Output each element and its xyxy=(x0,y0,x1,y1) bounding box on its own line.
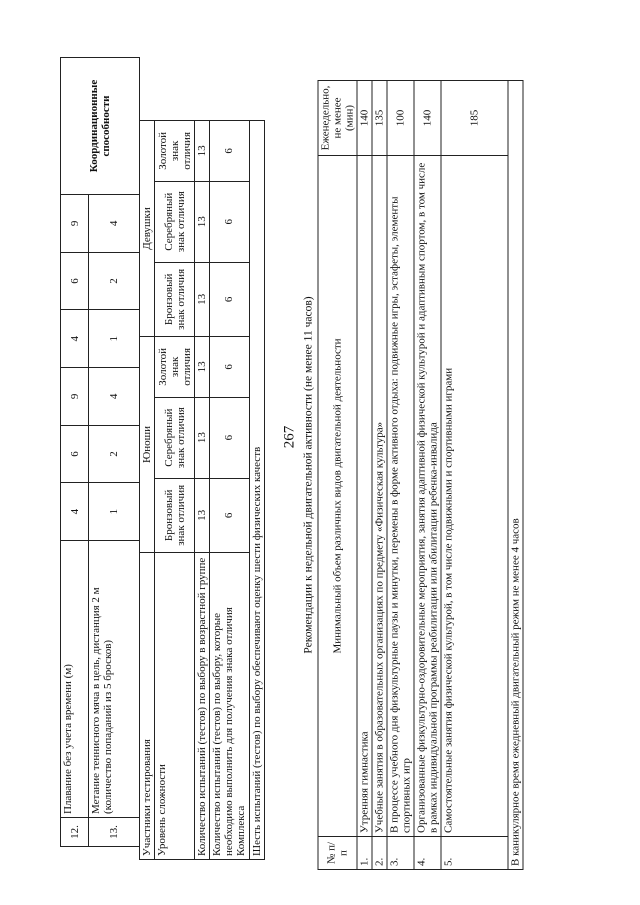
row-number: 3. xyxy=(387,837,414,870)
table-row xyxy=(441,81,508,870)
minutes-value: 185 xyxy=(441,81,508,156)
value-cell: 13 xyxy=(194,262,209,336)
test-name: Метание теннисного мяча в цель, дистанция 2 м (количество попаданий из 5 бросков) xyxy=(89,541,140,818)
row-number: 13. xyxy=(89,818,140,847)
norm-cell: 4 xyxy=(89,195,140,253)
test-name: Плавание без учета времени (м) xyxy=(61,541,89,818)
norm-cell: 2 xyxy=(89,252,140,310)
value-cell: 6 xyxy=(210,397,250,478)
girls-header: Девушки xyxy=(140,121,155,337)
num-header: № п/п xyxy=(318,837,357,870)
activity-text: В процессе учебного дня физкультурные паузы и минутки, перемены в форме активного отдыха: подвижные игры, эстафеты, элементы спортивных игр xyxy=(387,156,414,837)
activity-text: Утренняя гимнастика xyxy=(357,156,372,837)
norm-cell: 1 xyxy=(89,483,140,541)
row-number: 12. xyxy=(61,818,89,847)
minutes-value: 140 xyxy=(414,81,441,156)
fitness-tests-table xyxy=(60,57,140,847)
table-footer-note: Шесть испытаний (тестов) по выбору обеспечивают оценку шести физических качеств xyxy=(249,121,264,860)
table-footer-note: В каникулярное время ежедневный двигательный режим не менее 4 часов xyxy=(508,81,523,870)
weekly-activity-block xyxy=(303,80,524,870)
table-row xyxy=(372,81,387,870)
participants-label: Участники тестирования xyxy=(140,553,155,860)
norm-cell: 6 xyxy=(61,425,89,483)
table-row xyxy=(387,81,414,870)
activity-header: Минимальный объем различных видов двигательной деятельности xyxy=(318,156,357,837)
level-label: Уровень сложности xyxy=(155,553,195,860)
table-row xyxy=(155,121,195,860)
norm-cell: 4 xyxy=(61,483,89,541)
quality-label: Координационные способности xyxy=(61,58,140,195)
norm-cell: 1 xyxy=(89,310,140,368)
table-row xyxy=(61,58,89,847)
table-caption: Рекомендации к недельной двигательной активности (не менее 11 часов) xyxy=(302,296,315,654)
activity-text: Самостоятельные занятия физической культурой, в том числе подвижными и спортивными играми xyxy=(441,156,508,837)
table-row xyxy=(210,121,250,860)
value-cell: 13 xyxy=(194,397,209,478)
norm-cell: 2 xyxy=(89,425,140,483)
level-header: Золотой знак отличия xyxy=(155,337,195,398)
level-header: Бронзовый знак отличия xyxy=(155,262,195,336)
level-header: Золотой знак отличия xyxy=(155,121,195,182)
row-number: 1. xyxy=(357,837,372,870)
value-cell: 13 xyxy=(194,181,209,262)
page-number: 267 xyxy=(281,425,298,449)
time-header: Еженедельно, не менее (мин) xyxy=(318,81,357,156)
row-label: Количество испытаний (тестов) по выбору в возрастной группе xyxy=(194,553,209,860)
value-cell: 6 xyxy=(210,121,250,182)
row-number: 2. xyxy=(372,837,387,870)
activity-text: Учебные занятия в образовательных организациях по предмету «Физическая культура» xyxy=(372,156,387,837)
minutes-value: 135 xyxy=(372,81,387,156)
table-row xyxy=(357,81,372,870)
activity-text: Организованные физкультурно-оздоровительные мероприятия, занятия адаптивной физической культурой и адаптивным спортом, в том числе в рамках индивидуальной программы реабилитации или абилитации ребенка-инвалида xyxy=(414,156,441,837)
value-cell: 13 xyxy=(194,121,209,182)
norm-cell: 9 xyxy=(61,195,89,253)
table-row xyxy=(194,121,209,860)
fitness-tests-table-block xyxy=(60,57,140,847)
value-cell: 6 xyxy=(210,478,250,552)
table-row xyxy=(249,121,264,860)
norm-cell: 6 xyxy=(61,252,89,310)
norm-cell: 4 xyxy=(61,310,89,368)
value-cell: 6 xyxy=(210,262,250,336)
row-number: 4. xyxy=(414,837,441,870)
table-row xyxy=(140,121,155,860)
value-cell: 6 xyxy=(210,181,250,262)
level-header: Бронзовый знак отличия xyxy=(155,478,195,552)
value-cell: 6 xyxy=(210,337,250,398)
minutes-value: 100 xyxy=(387,81,414,156)
table-row xyxy=(414,81,441,870)
value-cell: 13 xyxy=(194,337,209,398)
value-cell: 13 xyxy=(194,478,209,552)
level-header: Серебряный знак отличия xyxy=(155,397,195,478)
norm-cell: 4 xyxy=(89,368,140,426)
level-header: Серебряный знак отличия xyxy=(155,181,195,262)
boys-header: Юноши xyxy=(140,337,155,553)
table-row xyxy=(508,81,523,870)
minutes-value: 140 xyxy=(357,81,372,156)
award-levels-table-block xyxy=(139,120,265,860)
row-number: 5. xyxy=(441,837,508,870)
weekly-activity-table xyxy=(318,80,524,870)
norm-cell: 9 xyxy=(61,368,89,426)
table-row xyxy=(318,81,357,870)
award-levels-table xyxy=(139,120,265,860)
row-label: Количество испытаний (тестов) по выбору, которые необходимо выполнить для получения знака отличия Комплекса xyxy=(210,553,250,860)
